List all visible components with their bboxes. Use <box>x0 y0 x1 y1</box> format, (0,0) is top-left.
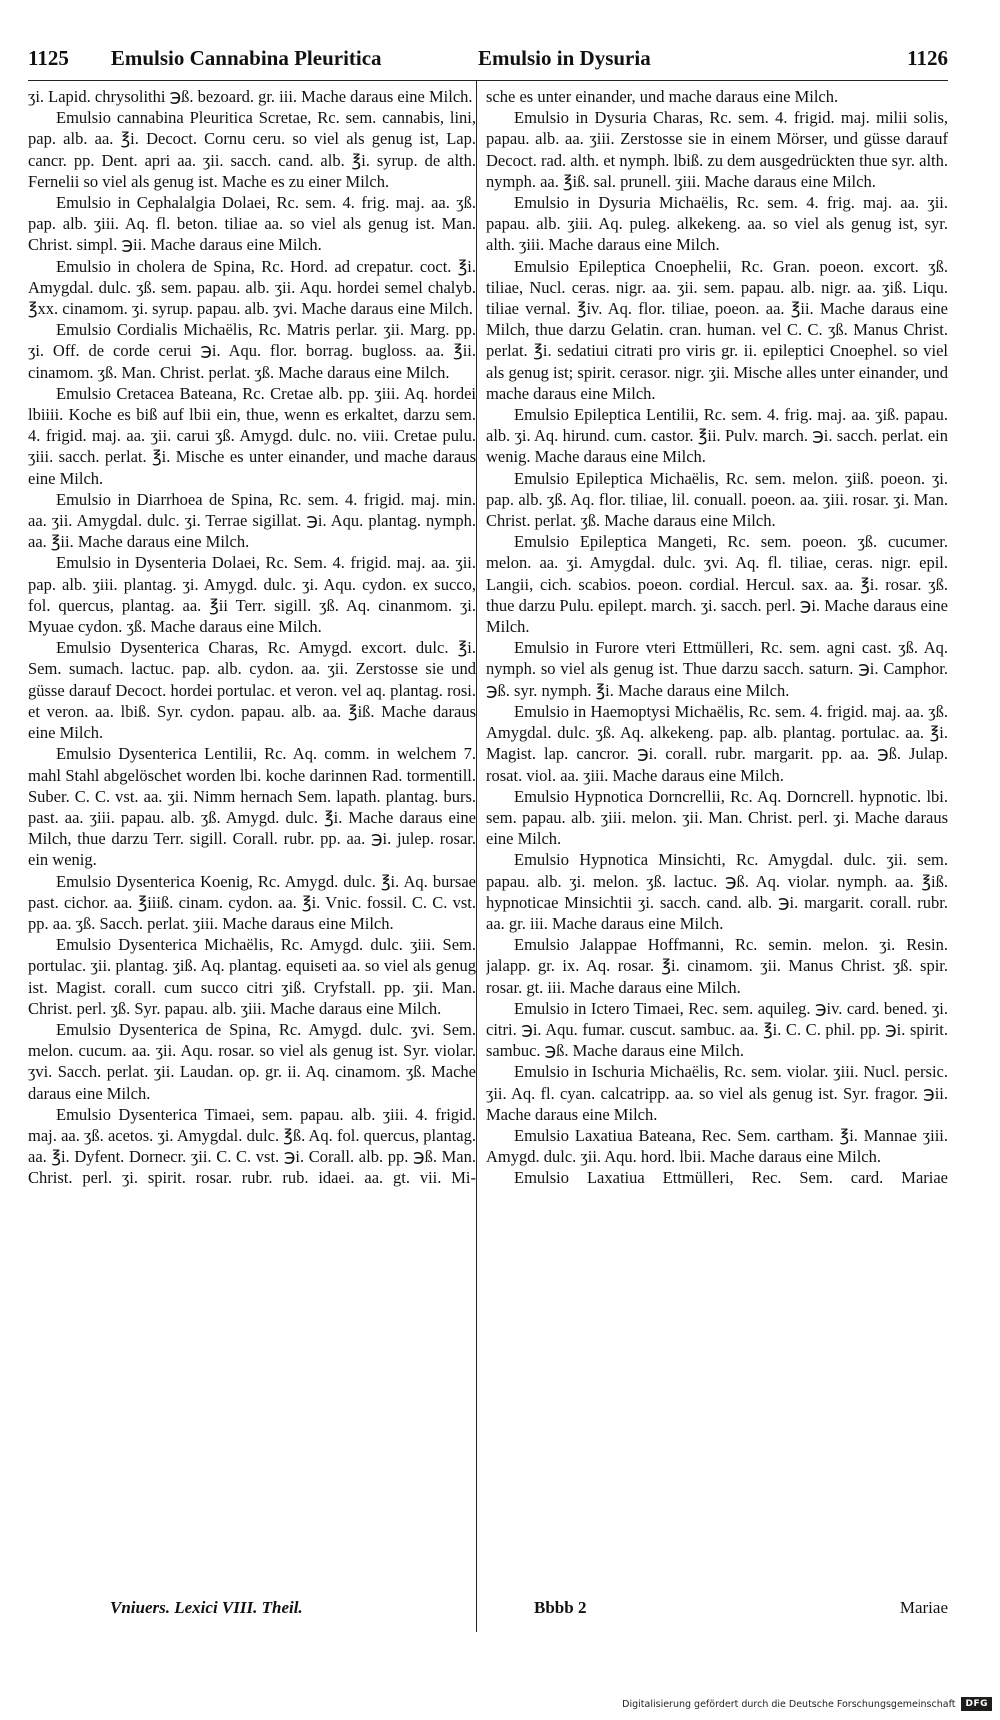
recipe-entry: Emulsio in Ischuria Michaëlis, Rc. sem. violar. ʒiii. Nucl. persic. ʒii. Aq. fl. cyan. calcatripp. aa. so viel als genug ist. Syr. fragor. ℈ii. Mache daraus eine Milch. <box>486 1062 948 1124</box>
right-column <box>486 86 948 1636</box>
credit-text: Digitalisierung gefördert durch die Deutsche Forschungsgemeinschaft <box>622 1698 956 1710</box>
recipe-entry: Emulsio in Haemoptysi Michaëlis, Rc. sem. 4. frigid. maj. aa. ʒß. Amygdal. dulc. ʒß. Aq. alkekeng. pap. alb. plantag. portulac. aa. ℥i. Magist. lap. cancror. ℈i. corall. rubr. margarit. pp. aa. ℈ß. Julap. rosat. viol. aa. ʒiii. Mache daraus eine Milch. <box>486 701 948 785</box>
recipe-entry: Emulsio Dysenterica de Spina, Rc. Amygd. dulc. ʒvi. Sem. melon. cucum. aa. ʒii. Aqu. rosar. so viel als genug ist. Syr. violar. ʒvi. Sacch. perlat. ʒii. Laudan. op. gr. ii. Aq. cinamom. ʒß. Mache daraus eine Milch. <box>28 1019 476 1103</box>
recipe-entry: Emulsio in Cephalalgia Dolaei, Rc. sem. 4. frig. maj. aa. ʒß. pap. alb. ʒiii. Aq. fl. beton. tiliae aa. so viel als genug ist. Man. Christ. simpl. ℈ii. Mache daraus eine Milch. <box>28 193 476 255</box>
recipe-entry: Emulsio Cordialis Michaëlis, Rc. Matris perlar. ʒii. Marg. pp. ʒi. Off. de corde cerui ℈i. Aqu. flor. borrag. bugloss. aa. ℥ii. cinamom. ʒß. Man. Christ. perlat. ʒß. Mache daraus eine Milch. <box>28 320 476 382</box>
recipe-entry: Emulsio Epileptica Mangeti, Rc. sem. poeon. ʒß. cucumer. melon. aa. ʒi. Amygdal. dulc. ʒvi. Aq. fl. tiliae, ceras. nigr. epil. Langii, cich. scabios. poeon. cordial. Hercul. sax. aa. ℥i. rosar. ʒß. thue darzu Pulu. epilept. march. ʒi. sacch. perl. ℈i. Mache daraus eine Milch. <box>486 532 948 637</box>
recipe-entry: Emulsio in Ictero Timaei, Rec. sem. aquileg. ℈iv. card. bened. ʒi. citri. ℈i. Aqu. fumar. cuscut. sambuc. aa. ℥i. C. C. phil. pp. ℈i. spirit. sambuc. ℈ß. Mache daraus eine Milch. <box>486 998 948 1061</box>
recipe-entry: Emulsio in Furore vteri Ettmülleri, Rc. sem. agni cast. ʒß. Aq. nymph. so viel als genug ist. Thue darzu sacch. saturn. ℈i. Camphor. ℈ß. syr. nymph. ℥i. Mache daraus eine Milch. <box>486 638 948 700</box>
recipe-entry: Emulsio Dysenterica Charas, Rc. Amygd. excort. dulc. ℥i. Sem. sumach. lactuc. pap. alb. cydon. aa. ʒii. Zerstosse sie und güsse darauf Decoct. hordei portulac. et veron. vel aq. plantag. rosi. et veron. aa. lbiß. Syr. cydon. papau. alb. aa. ℥iß. Mache daraus eine Milch. <box>28 638 476 743</box>
recipe-entry: Emulsio Laxatiua Ettmülleri, Rec. Sem. card. Mariae <box>514 1168 948 1188</box>
recipe-entry: ʒi. Lapid. chrysolithi ℈ß. bezoard. gr. iii. Mache daraus eine Milch. <box>28 87 473 106</box>
recipe-entry: Emulsio cannabina Pleuritica Scretae, Rc. sem. cannabis, lini, pap. alb. aa. ℥i. Decoct. Cornu ceru. so viel als genug ist, Lap. cancr. pp. Dent. apri aa. ʒii. sacch. cand. alb. ℥i. syrup. de alth. Fernelii so viel als genug ist. Mache es zu einer Milch. <box>28 108 476 191</box>
recipe-entry: Emulsio Laxatiua Bateana, Rec. Sem. cartham. ℥i. Mannae ʒiii. Amygd. dulc. ʒii. Aqu. hord. lbii. Mache daraus eine Milch. <box>486 1125 948 1167</box>
left-column <box>28 86 476 1636</box>
recipe-entry: Emulsio in Dysenteria Dolaei, Rc. Sem. 4. frigid. maj. aa. ʒii. pap. alb. ʒiii. plantag. ʒi. Amygd. dulc. ʒi. Aqu. cydon. ex succo, fol. quercus, plantag. aa. ℥ii Terr. sigill. ʒß. Aq. cinanmom. ʒi. Myuae cydon. ʒß. Mache daraus eine Milch. <box>28 553 476 637</box>
digitization-credit <box>622 1694 992 1714</box>
recipe-entry: Emulsio in Dysuria Charas, Rc. sem. 4. frigid. maj. milii solis, papau. alb. aa. ʒiii. Zerstosse sie in einem Mörser, und güsse darauf Decoct. rad. alth. et nymph. lbiß. zu dem ausgedrückten thue syr. alth. nymph. aa. ℥iß. sal. prunell. ʒiii. Mache daraus eine Milch. <box>486 108 948 191</box>
recipe-entry: Emulsio Epileptica Michaëlis, Rc. sem. melon. ʒiiß. poeon. ʒi. pap. alb. ʒß. Aq. flor. tiliae, lil. conuall. poeon. aa. ʒiii. rosar. ʒi. Man. Christ. perlat. ʒß. Mache daraus eine Milch. <box>486 468 948 531</box>
right-running-title: Emulsio in Dysuria <box>478 45 651 70</box>
recipe-entry: Emulsio Jalappae Hoffmanni, Rc. semin. melon. ʒi. Resin. jalapp. gr. ix. Aq. rosar. ℥i. cinamom. ʒii. Manus Christ. ʒß. spir. rosar. gt. iii. Mache daraus eine Milch. <box>486 935 948 997</box>
volume-footer: Vniuers. Lexici VIII. Theil. <box>110 1598 303 1617</box>
recipe-entry: Emulsio Dysenterica Koenig, Rc. Amygd. dulc. ℥i. Aq. bursae past. cichor. aa. ℥iiiß. cinam. cydon. aa. ℥i. Vnic. fossil. C. C. vst. pp. aa. ʒß. Sacch. perlat. ʒiii. Mache daraus eine Milch. <box>28 871 476 933</box>
right-page-header <box>478 38 948 78</box>
recipe-entry: Emulsio Dysenterica Michaëlis, Rc. Amygd. dulc. ʒiii. Sem. portulac. ʒii. plantag. ʒiß. Aq. plantag. equiseti aa. so viel als genug ist. Magist. corall. cum succo citri ʒiß. Cryfstall. pp. ʒii. Man. Christ. perl. ʒß. Syr. papau. alb. ʒiii. Mache daraus eine Milch. <box>28 935 476 1018</box>
signature-mark: Bbbb 2 <box>534 1598 587 1617</box>
dfg-logo: DFG <box>961 1697 992 1711</box>
recipe-entry: Emulsio Cretacea Bateana, Rc. Cretae alb. pp. ʒiii. Aq. hordei lbiiii. Koche es biß auf lbii ein, thue, wenn es erkaltet, darzu sem. 4. frigid. maj. aa. ʒii. carui ʒß. Amygd. dulc. no. viii. Cretae pulu. ʒiii. sacch. perlat. ℥i. Mische es unter einander, und mache daraus eine Milch. <box>28 383 476 488</box>
recipe-entry: Emulsio in Dysuria Michaëlis, Rc. sem. 4. frig. maj. aa. ʒii. papau. alb. ʒiii. Aq. puleg. alkekeng. aa. so viel als genug ist, syr. alth. ʒiii. Mache daraus eine Milch. <box>486 193 948 255</box>
right-page-number: 1126 <box>907 45 948 70</box>
recipe-entry: Emulsio Hypnotica Minsichti, Rc. Amygdal. dulc. ʒii. sem. papau. alb. ʒi. melon. ʒß. lactuc. ℈ß. Aq. violar. nymph. aa. ℥iß. hypnoticae Minsichtii ʒi. sacch. cand. alb. ℈i. margarit. corall. rubr. aa. gr. iii. Mache daraus eine Milch. <box>486 850 948 933</box>
recipe-entry: Emulsio in cholera de Spina, Rc. Hord. ad crepatur. coct. ℥i. Amygdal. dulc. ʒß. sem. papau. alb. ʒii. Aqu. hordei semel chalyb. ℥xx. cinamom. ʒi. syrup. papau. alb. ʒvi. Mache daraus eine Milch. <box>28 256 476 319</box>
left-page-header <box>28 38 476 78</box>
recipe-entry: Emulsio Dysenterica Lentilii, Rc. Aq. comm. in welchem 7. mahl Stahl abgelöschet worden lbi. koche darinnen Rad. tormentill. Suber. C. C. vst. aa. ʒii. Nimm hernach Sem. lapath. plantag. burs. past. aa. ʒiii. papau. alb. ʒß. Amygd. dulc. ℥i. Mache daraus eine Milch, thue darzu Terr. sigill. Corall. rubr. pp. aa. ℈i. julep. rosar. ein wenig. <box>28 744 476 870</box>
recipe-entry: Emulsio Epileptica Cnoephelii, Rc. Gran. poeon. excort. ʒß. tiliae, Nucl. ceras. nigr. aa. ʒii. sem. papau. alb. nigr. aa. ʒiß. Liqu. tiliae vernal. ℥iv. Aq. flor. tiliae, poeon. aa. ℥ii. Mache daraus eine Milch, thue darzu Gelatin. cran. human. vel C. C. ʒß. Manus Christ. perlat. ℥i. sedatiui citrati pro viris gr. ii. epileptici Cnoephel. so viel als genug ist; spirit. cerasor. nigr. ʒii. Mische alles unter einander, und mache daraus eine Milch. <box>486 256 948 403</box>
catchword: Mariae <box>899 1598 948 1617</box>
left-page-number: 1125 <box>28 45 69 70</box>
left-running-title: Emulsio Cannabina Pleuritica <box>110 45 382 70</box>
recipe-entry: sche es unter einander, und mache daraus eine Milch. <box>486 87 839 106</box>
header-rule <box>28 80 948 81</box>
recipe-entry: Emulsio in Diarrhoea de Spina, Rc. sem. 4. frigid. maj. min. aa. ʒii. Amygdal. dulc. ʒi. Terrae sigillat. ℈i. Aqu. plantag. nymph. aa. ℥ii. Mache daraus eine Milch. <box>28 489 476 552</box>
recipe-entry: Emulsio Hypnotica Dorncrellii, Rc. Aq. Dorncrell. hypnotic. lbi. sem. papau. alb. ʒiii. melon. ʒii. Man. Christ. perl. ʒi. Mache daraus eine Milch. <box>486 786 948 849</box>
recipe-entry: Emulsio Dysenterica Timaei, sem. papau. alb. ʒiii. 4. frigid. maj. aa. ʒß. acetos. ʒi. Amygdal. dulc. ℥ß. Aq. fol. quercus, plantag. aa. ℥i. Dyfent. Dornecr. ʒii. C. C. vst. ℈i. Corall. alb. pp. ℈ß. Man. Christ. perl. ʒi. spirit. rosar. rubr. rub. idaei. aa. gt. vii. Mi- <box>28 1104 476 1188</box>
column-separator <box>476 80 477 1632</box>
recipe-entry: Emulsio Epileptica Lentilii, Rc. sem. 4. frig. maj. aa. ʒiß. papau. alb. ʒi. Aq. hirund. cum. castor. ℥ii. Pulv. march. ℈i. sacch. perlat. ein wenig. Mache daraus eine Milch. <box>486 405 948 467</box>
